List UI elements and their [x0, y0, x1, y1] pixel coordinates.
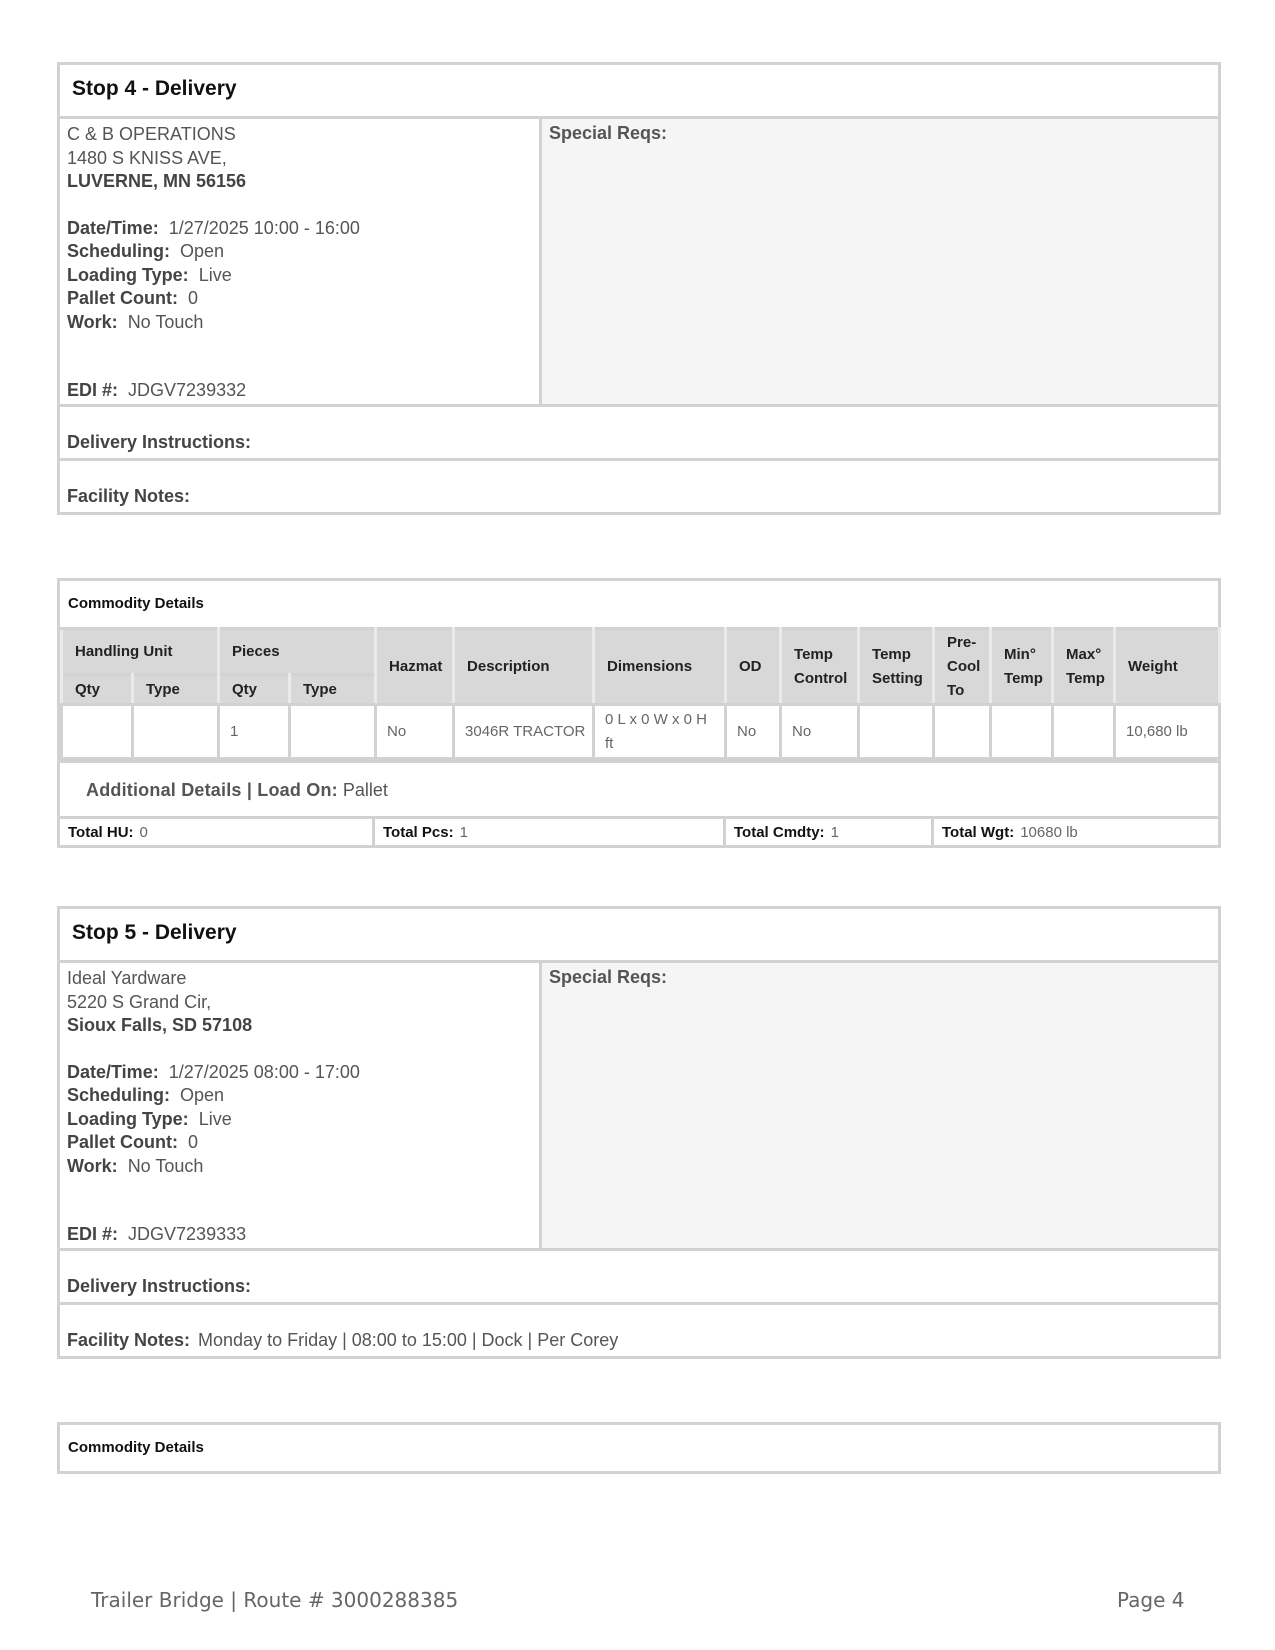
cell-hu-type	[133, 705, 219, 759]
scheduling-row: Scheduling: Open	[67, 241, 225, 261]
footer-page-number: Page 4	[1117, 1588, 1185, 1612]
header-max-temp: Max° Temp	[1053, 629, 1115, 705]
header-temp-setting: Temp Setting	[859, 629, 934, 705]
loading-type-value: Live	[198, 1108, 232, 1129]
loading-type-row: Loading Type: Live	[67, 264, 232, 285]
header-hu-qty: Qty	[62, 675, 133, 705]
header-pieces: Pieces	[219, 629, 376, 675]
footer-route: Trailer Bridge | Route # 3000288385	[91, 1588, 459, 1612]
facility-notes: Facility Notes: Monday to Friday | 08:00 to 15:00 | Dock | Per Corey	[67, 1330, 619, 1350]
work-row: Work: No Touch	[67, 1155, 204, 1176]
total-pcs: Total Pcs: 1	[375, 819, 726, 845]
header-temp-control: Temp Control	[781, 629, 859, 705]
edi-value: JDGV7239332	[128, 379, 247, 400]
cell-description: 3046R TRACTOR	[454, 705, 594, 759]
edi-row: EDI #: JDGV7239333	[67, 1223, 247, 1244]
loading-type-value: Live	[198, 264, 232, 285]
header-od: OD	[726, 629, 781, 705]
datetime-row: Date/Time: 1/27/2025 10:00 - 16:00	[67, 217, 360, 238]
city-state-zip: LUVERNE, MN 56156	[67, 171, 247, 191]
header-hu-type: Type	[133, 675, 219, 705]
cell-min-temp	[991, 705, 1053, 759]
facility-notes: Facility Notes:	[67, 486, 191, 506]
datetime-value: 1/27/2025 10:00 - 16:00	[168, 217, 360, 238]
cell-max-temp	[1053, 705, 1115, 759]
total-hu: Total HU: 0	[60, 819, 375, 845]
scheduling-value: Open	[180, 241, 225, 261]
table-row	[62, 705, 1220, 759]
pallet-count-row: Pallet Count: 0	[67, 288, 199, 308]
loading-type-row: Loading Type: Live	[67, 1108, 232, 1129]
cell-weight: 10,680 lb	[1115, 705, 1220, 759]
header-hazmat: Hazmat	[376, 629, 454, 705]
special-reqs: Special Reqs:	[542, 963, 1218, 1248]
header-min-temp: Min° Temp	[991, 629, 1053, 705]
header-pc-qty: Qty	[219, 675, 290, 705]
total-cmdty: Total Cmdty: 1	[726, 819, 934, 845]
header-description: Description	[454, 629, 594, 705]
commodity-details-2	[57, 1422, 1221, 1474]
edi-row: EDI #: JDGV7239332	[67, 379, 247, 400]
street-address: 1480 S KNISS AVE,	[67, 147, 227, 168]
street-address: 5220 S Grand Cir,	[67, 991, 212, 1012]
stop-address	[60, 119, 542, 404]
total-wgt: Total Wgt: 10680 lb	[942, 824, 1078, 841]
special-reqs: Special Reqs:	[542, 119, 1218, 404]
facility-notes-value: Monday to Friday | 08:00 to 15:00 | Dock | Per Corey	[198, 1330, 619, 1350]
commodity-details	[57, 578, 1221, 848]
header-pre-cool: Pre-Cool To	[934, 629, 991, 705]
scheduling-value: Open	[180, 1085, 225, 1105]
cell-hazmat: No	[376, 705, 454, 759]
stop-address	[60, 963, 542, 1248]
company-name: C & B OPERATIONS	[67, 124, 236, 144]
cell-dimensions: 0 L x 0 W x 0 H ft	[594, 705, 726, 759]
header-pc-type: Type	[290, 675, 376, 705]
commodity-title: Commodity Details	[68, 1439, 204, 1456]
header-dimensions: Dimensions	[594, 629, 726, 705]
scheduling-row: Scheduling: Open	[67, 1085, 225, 1105]
header-handling-unit: Handling Unit	[62, 629, 219, 675]
edi-value: JDGV7239333	[128, 1223, 247, 1244]
cell-od: No	[726, 705, 781, 759]
load-on-value: Pallet	[342, 780, 388, 800]
cell-pc-type	[290, 705, 376, 759]
commodity-title: Commodity Details	[68, 595, 204, 612]
commodity-table	[60, 627, 1221, 760]
additional-details: Additional Details | Load On: Pallet	[60, 760, 1218, 816]
stop-title: Stop 4 - Delivery	[60, 65, 1218, 119]
stop-title: Stop 5 - Delivery	[60, 909, 1218, 963]
pallet-count-value: 0	[188, 288, 199, 308]
cell-hu-qty	[62, 705, 133, 759]
work-value: No Touch	[127, 1155, 204, 1176]
datetime-row: Date/Time: 1/27/2025 08:00 - 17:00	[67, 1061, 360, 1082]
delivery-instructions: Delivery Instructions:	[60, 1251, 1218, 1305]
header-weight: Weight	[1115, 629, 1220, 705]
cell-pc-qty: 1	[219, 705, 290, 759]
pallet-count-row: Pallet Count: 0	[67, 1132, 199, 1152]
cell-pre-cool	[934, 705, 991, 759]
stop-5-section	[57, 906, 1221, 1359]
stop-4-section	[57, 62, 1221, 515]
cell-temp-setting	[859, 705, 934, 759]
pallet-count-value: 0	[188, 1132, 199, 1152]
city-state-zip: Sioux Falls, SD 57108	[67, 1015, 253, 1035]
datetime-value: 1/27/2025 08:00 - 17:00	[168, 1061, 360, 1082]
work-row: Work: No Touch	[67, 311, 204, 332]
company-name: Ideal Yardware	[67, 968, 187, 988]
totals-row	[60, 816, 1218, 845]
cell-temp-control: No	[781, 705, 859, 759]
delivery-instructions: Delivery Instructions:	[60, 407, 1218, 461]
work-value: No Touch	[127, 311, 204, 332]
